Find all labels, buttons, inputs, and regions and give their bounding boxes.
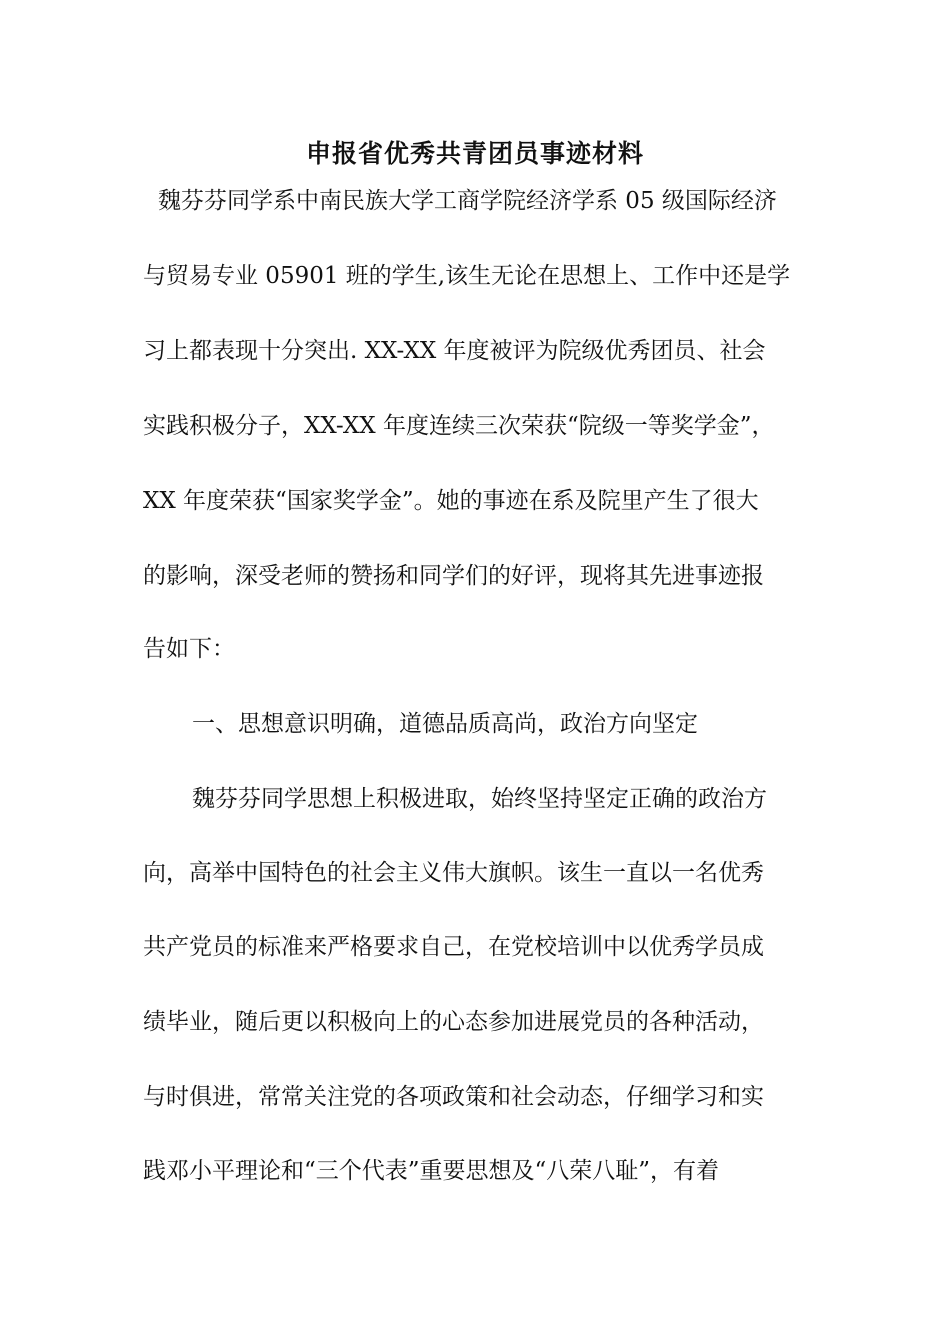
paragraph-line: 绩毕业，随后更以积极向上的心态参加进展党员的各种活动， bbox=[143, 1009, 764, 1035]
paragraph-line: XX 年度荣获“国家奖学金”。她的事迹在系及院里产生了很大 bbox=[143, 488, 759, 514]
document-title: 申报省优秀共青团员事迹材料 bbox=[305, 139, 644, 168]
paragraph-line: 共产党员的标准来严格要求自己，在党校培训中以优秀学员成 bbox=[143, 934, 764, 960]
paragraph-line: 魏芬芬同学思想上积极进取，始终坚持坚定正确的政治方 bbox=[192, 786, 767, 812]
paragraph-line: 向，高举中国特色的社会主义伟大旗帜。该生一直以一名优秀 bbox=[143, 860, 764, 886]
paragraph-line: 与贸易专业 05901 班的学生,该生无论在思想上、工作中还是学 bbox=[143, 263, 791, 289]
paragraph-line: 魏芬芬同学系中南民族大学工商学院经济学系 05 级国际经济 bbox=[158, 188, 777, 214]
section-heading: 一、思想意识明确，道德品质高尚，政治方向坚定 bbox=[192, 711, 698, 737]
paragraph-line: 实践积极分子，XX-XX 年度连续三次荣获“院级一等奖学金”， bbox=[143, 413, 775, 439]
paragraph-line: 告如下： bbox=[143, 636, 235, 662]
paragraph-line: 的影响，深受老师的赞扬和同学们的好评，现将其先进事迹报 bbox=[143, 563, 764, 589]
paragraph-line: 习上都表现十分突出. XX-XX 年度被评为院级优秀团员、社会 bbox=[143, 338, 766, 364]
paragraph-line: 践邓小平理论和“三个代表”重要思想及“八荣八耻”，有着 bbox=[143, 1158, 720, 1184]
paragraph-line: 与时俱进，常常关注党的各项政策和社会动态，仔细学习和实 bbox=[143, 1084, 764, 1110]
